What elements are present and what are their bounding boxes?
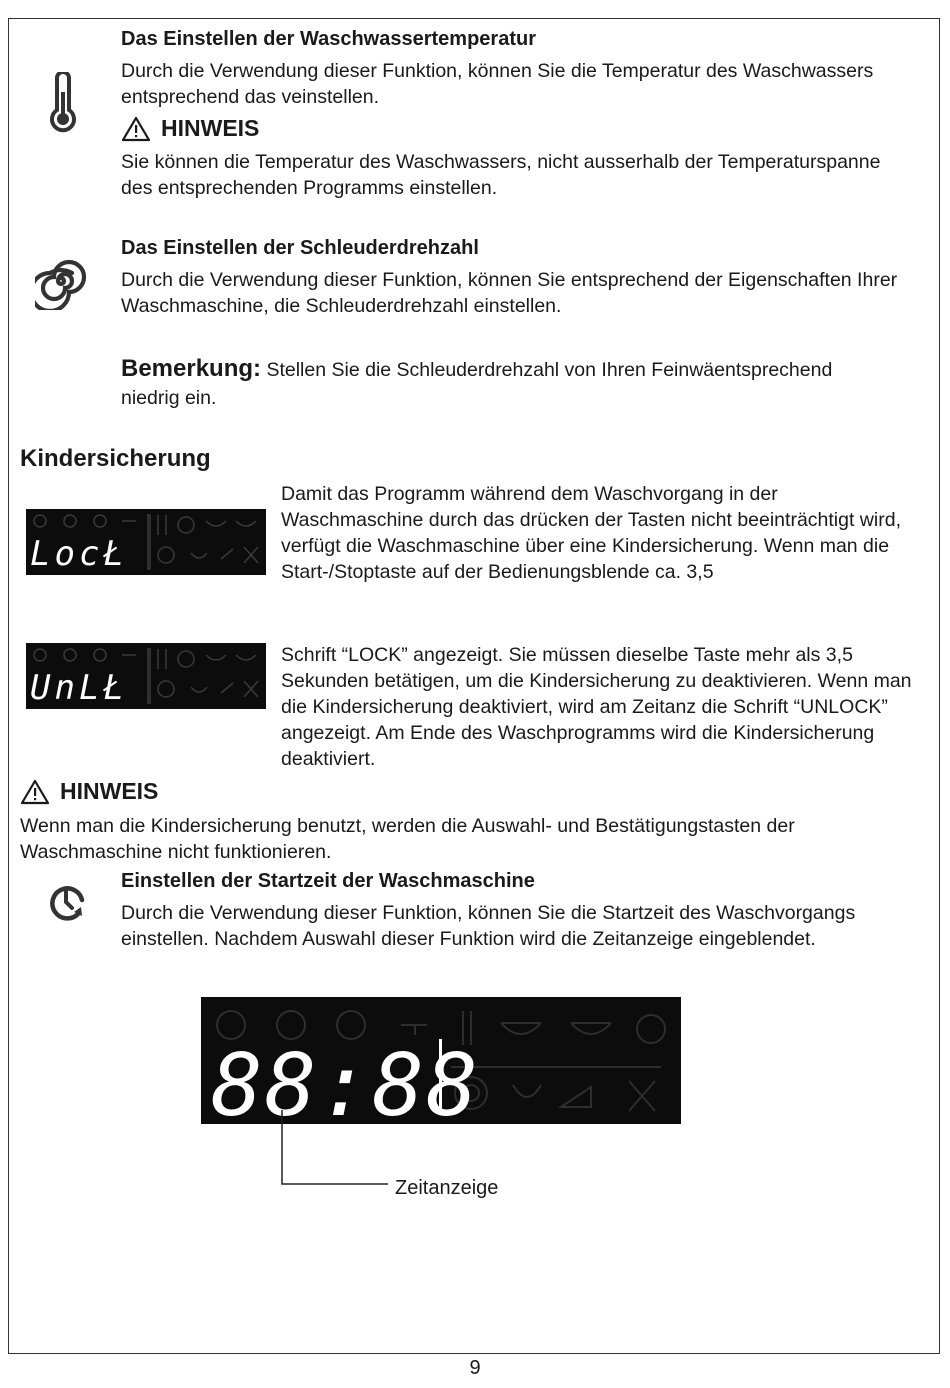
temp-text: Durch die Verwendung dieser Funktion, können Sie die Temperatur des Waschwassers entsprechend das veinstellen. <box>121 60 874 108</box>
bemerkung <box>121 355 881 412</box>
hinweis2-text: Wenn man die Kindersicherung benutzt, werden die Auswahl- und Bestätigungstasten der Waschmaschine nicht funktionieren. <box>20 815 795 863</box>
warning-icon <box>20 779 50 805</box>
lock-display-text: LocŁ <box>30 534 128 574</box>
temp-title: Das Einstellen der Waschwassertemperatur <box>121 28 536 50</box>
spin-title: Das Einstellen der Schleuderdrehzahl <box>121 237 479 259</box>
bemerkung-label: Bemerkung: <box>121 355 262 382</box>
hinweis2-label: HINWEIS <box>60 778 159 804</box>
callout-label: Zeitanzeige <box>395 1177 499 1199</box>
hinweis2-heading <box>20 778 158 805</box>
bemerkung-text: Stellen Sie die Schleuderdrehzahl von Ihren Feinwäentsprechend niedrig ein. <box>121 359 833 409</box>
time-display <box>201 997 681 1124</box>
kindersicherung-title: Kindersicherung <box>20 445 211 472</box>
page-number: 9 <box>469 1357 481 1379</box>
thermometer-icon <box>44 72 82 136</box>
startzeit-title: Einstellen der Startzeit der Waschmaschine <box>121 870 535 892</box>
temp-hinweis-text: Sie können die Temperatur des Waschwassers, nicht ausserhalb der Temperaturspanne des entsprechenden Programms einstellen. <box>121 151 881 199</box>
hinweis-label: HINWEIS <box>161 115 260 141</box>
spin-text: Durch die Verwendung dieser Funktion, können Sie entsprechend der Eigenschaften Ihrer Waschmaschine, die Schleuderdrehzahl einstellen. <box>121 269 898 317</box>
unlock-display <box>26 643 266 709</box>
warning-icon <box>121 116 151 142</box>
clock-icon <box>44 878 90 924</box>
kindersicherung-para1: Damit das Programm während dem Waschvorgang in der Waschmaschine durch das drücken der Tasten nicht beeinträchtigt wird, verfügt die Waschmaschine über eine Kindersicherung. Wenn man die Start-/Stoptaste auf der Bedienungsblende ca. 3,5 <box>281 483 901 583</box>
callout-line <box>270 1110 400 1195</box>
startzeit-text: Durch die Verwendung dieser Funktion, können Sie die Startzeit des Waschvorgangs einstellen. Nachdem Auswahl dieser Funktion wird die Zeitanzeige eingeblendet. <box>121 902 856 950</box>
unlock-display-text: UnLŁ <box>30 668 128 708</box>
kindersicherung-para2: Schrift “LOCK” angezeigt. Sie müssen dieselbe Taste mehr als 3,5 Sekunden betätigen, um die Kindersicherung zu deaktivieren. Wenn man die Kindersicherung deaktiviert, wird am Zeitanz die Schrift “UNLOCK” angezeigt. Am Ende des Waschprogramms wird die Kindersicherung deaktiviert. <box>281 644 912 770</box>
time-display-text: 88:88 <box>211 1036 480 1124</box>
lock-display <box>26 509 266 575</box>
temp-hinweis-heading <box>121 115 259 142</box>
spin-spiral-icon <box>35 252 87 310</box>
